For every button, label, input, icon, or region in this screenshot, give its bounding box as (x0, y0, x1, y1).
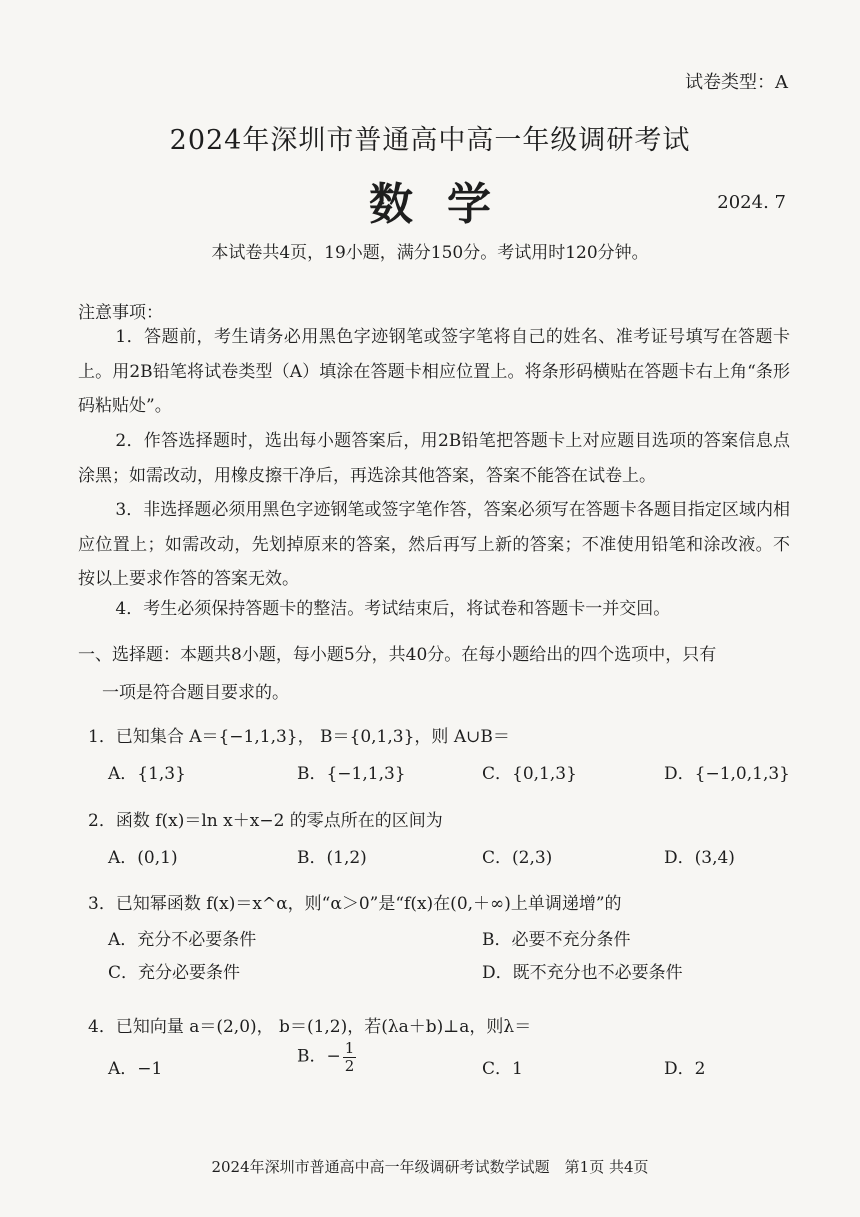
notice-item-2: 2．作答选择题时，选出每小题答案后，用2B铅笔把答题卡上对应题目选项的答案信息点涂黑；如需改动，用橡皮擦干净后，再选涂其他答案，答案不能答在试卷上。 (78, 431, 790, 486)
question-4-option-c: C．1 (482, 1059, 523, 1079)
exam-title: 2024年深圳市普通高中高一年级调研考试 (169, 125, 691, 156)
question-4-option-d: D．2 (664, 1059, 706, 1079)
subject-title: 数学 (369, 179, 525, 230)
notice-title: 注意事项： (78, 303, 163, 323)
fraction (343, 1040, 357, 1074)
question-1-option-a: A．{1,3} (108, 764, 186, 784)
question-4-option-b-wrap (297, 1040, 356, 1074)
section-heading-line-2: 一项是符合题目要求的。 (102, 683, 289, 703)
exam-date: 2024. 7 (717, 192, 786, 213)
question-1-option-d: D．{−1,0,1,3} (664, 764, 790, 784)
question-4-option-a: A．−1 (108, 1059, 163, 1079)
section-heading (78, 636, 790, 712)
page-footer: 2024年深圳市普通高中高一年级调研考试数学试题 第1页 共4页 (211, 1158, 649, 1176)
notice-item-4: 4．考生必须保持答题卡的整洁。考试结束后，将试卷和答题卡一并交回。 (115, 599, 671, 619)
section-heading-line-1: 一、选择题：本题共8小题，每小题5分，共40分。在每小题给出的四个选项中，只有 (78, 645, 717, 665)
notice-item-3: 3．非选择题必须用黑色字迹钢笔或签字笔作答，答案必须写在答题卡各题目指定区域内相应位置上；如需改动，先划掉原来的答案，然后再写上新的答案；不准使用铅笔和涂改液。不按以上要求作答的答案无效。 (78, 500, 790, 589)
question-3-option-c: C．充分必要条件 (108, 963, 241, 983)
notice-item-1: 1．答题前，考生请务必用黑色字迹钢笔或签字笔将自己的姓名、准考证号填写在答题卡上。用2B铅笔将试卷类型（A）填涂在答题卡相应位置上。将条形码横贴在答题卡右上角“条形码粘贴处”。 (78, 327, 790, 416)
question-2-option-a: A．(0,1) (108, 848, 178, 868)
question-2-option-b: B．(1,2) (297, 848, 367, 868)
question-2-option-d: D．(3,4) (664, 848, 735, 868)
question-4-stem: 4．已知向量 a＝(2,0)， b＝(1,2)，若(λa＋b)⊥a，则λ＝ (88, 1017, 532, 1037)
exam-type-label: 试卷类型：A (685, 72, 788, 93)
question-1-option-c: C．{0,1,3} (482, 764, 577, 784)
question-1-stem: 1．已知集合 A＝{−1,1,3}， B＝{0,1,3}，则 A∪B＝ (88, 727, 510, 747)
question-4-option-b: B．− (297, 1046, 341, 1067)
exam-info: 本试卷共4页，19小题，满分150分。考试用时120分钟。 (211, 243, 649, 263)
question-3-option-a: A．充分不必要条件 (108, 930, 257, 950)
question-1-option-b: B．{−1,1,3} (297, 764, 406, 784)
question-3-option-b: B．必要不充分条件 (482, 930, 631, 950)
question-3-option-d: D．既不充分也不必要条件 (482, 963, 683, 983)
question-2-stem: 2．函数 f(x)＝ln x＋x−2 的零点所在的区间为 (88, 811, 443, 831)
fraction-denominator: 2 (344, 1056, 355, 1075)
question-3-stem: 3．已知幂函数 f(x)＝x^α，则“α＞0”是“f(x)在(0,＋∞)上单调递增”的 (88, 894, 622, 914)
question-2-option-c: C．(2,3) (482, 848, 553, 868)
fraction-numerator: 1 (344, 1039, 355, 1057)
